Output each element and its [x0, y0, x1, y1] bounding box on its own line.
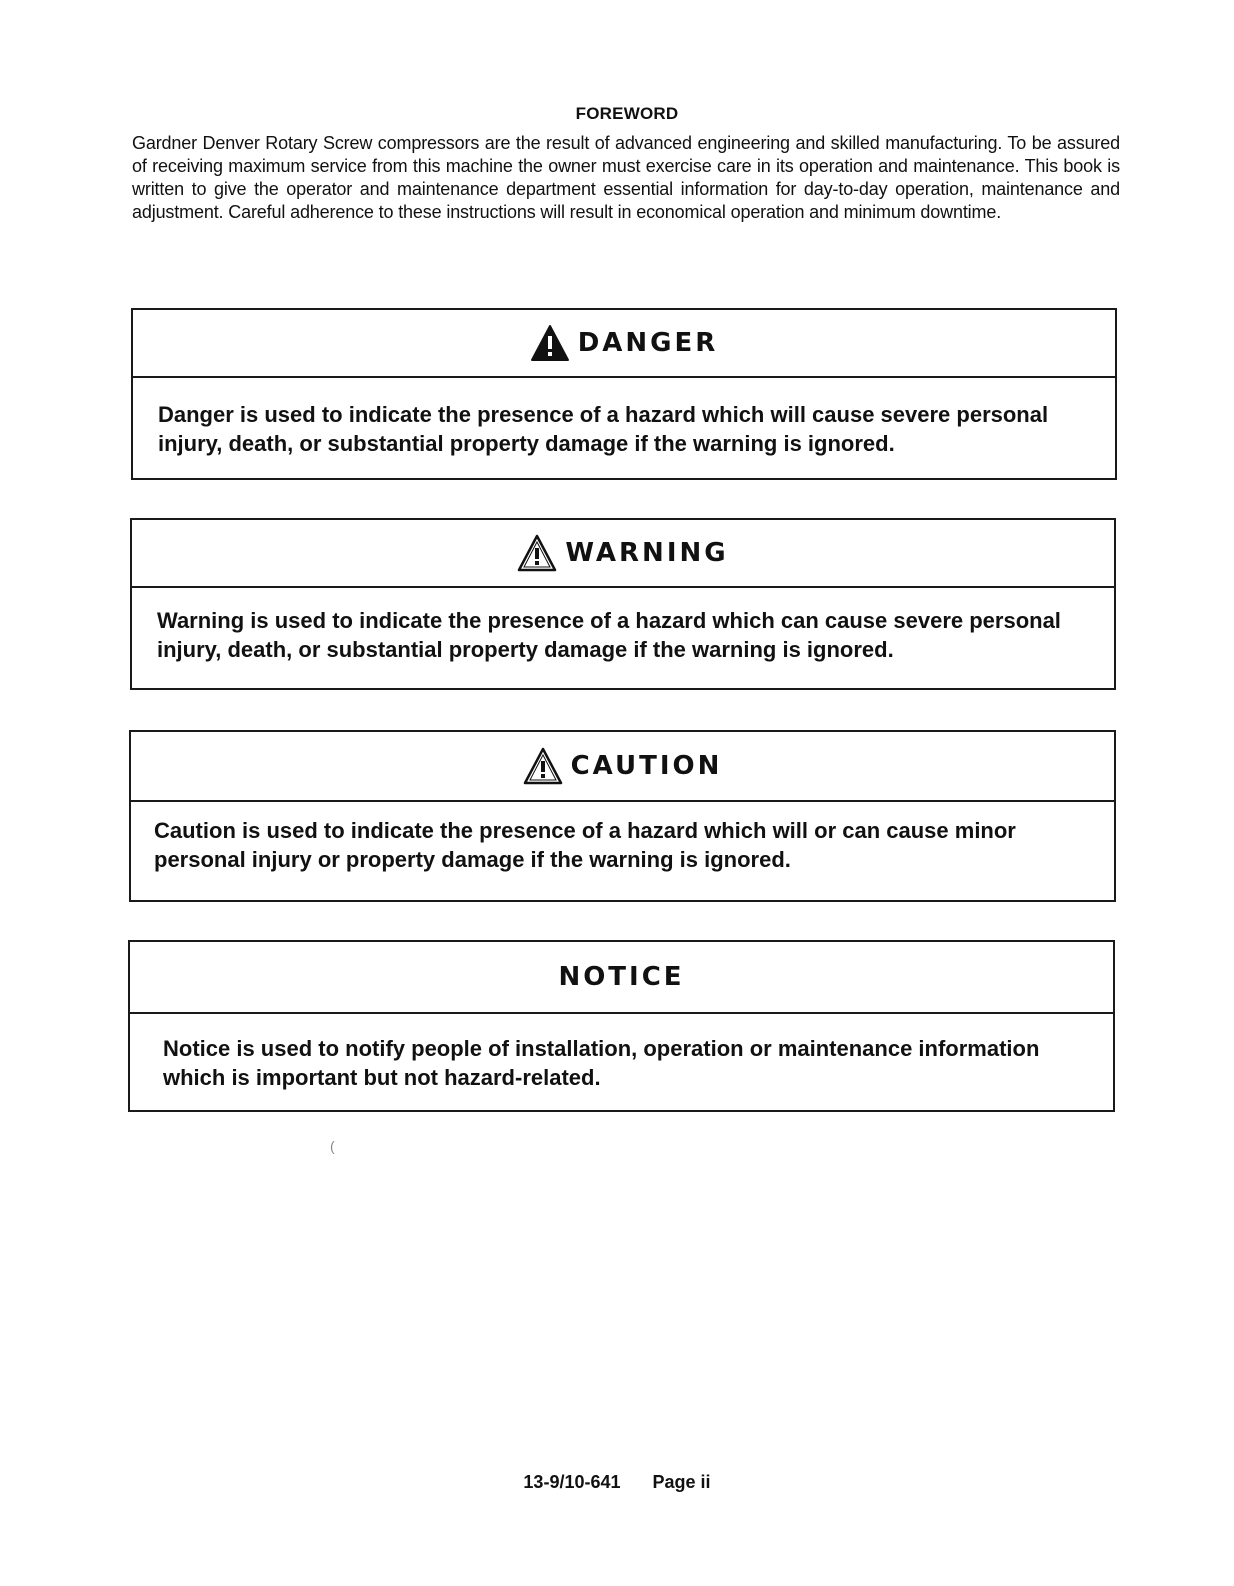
warning-triangle-filled-icon: [530, 324, 570, 362]
page-number: Page ii: [652, 1472, 711, 1492]
danger-text: Danger is used to indicate the presence of a hazard which will cause severe personal injury, death, or substantial property damage if the warning is ignored.: [158, 402, 1049, 456]
caution-header: [131, 732, 1114, 802]
warning-text: Warning is used to indicate the presence of a hazard which can cause severe personal injury, death, or substantial property damage if the warning is ignored.: [157, 608, 1061, 662]
foreword-body: Gardner Denver Rotary Screw compressors are the result of advanced engineering and skilled manufacturing. To be assured of receiving maximum service from this machine the owner must exercise care in its operation and maintenance. This book is written to give the operator and maintenance department essential information for day-to-day operation, maintenance and adjustment. Careful adherence to these instructions will result in economical operation and minimum downtime.: [132, 133, 1120, 222]
page-footer: [0, 1472, 1234, 1493]
foreword-title: FOREWORD: [575, 104, 679, 123]
notice-text: Notice is used to notify people of installation, operation or maintenance information which is important but not hazard-related.: [163, 1036, 1040, 1090]
warning-box: [130, 518, 1116, 690]
warning-triangle-outline-icon: [517, 534, 557, 572]
warning-header: [132, 520, 1114, 588]
danger-box: [131, 308, 1117, 480]
warning-triangle-outline-icon: [523, 747, 563, 785]
notice-heading: NOTICE: [558, 962, 685, 992]
caution-text: Caution is used to indicate the presence of a hazard which will or can cause minor personal injury or property damage if the warning is ignored.: [154, 818, 1016, 872]
stray-mark: (: [330, 1138, 335, 1154]
caution-box: [129, 730, 1116, 902]
notice-box: [128, 940, 1115, 1112]
document-number: 13-9/10-641: [523, 1472, 621, 1492]
danger-heading: DANGER: [577, 328, 719, 358]
notice-header: [130, 942, 1113, 1014]
caution-heading: CAUTION: [570, 751, 723, 781]
danger-header: [133, 310, 1115, 378]
warning-heading: WARNING: [565, 538, 729, 568]
